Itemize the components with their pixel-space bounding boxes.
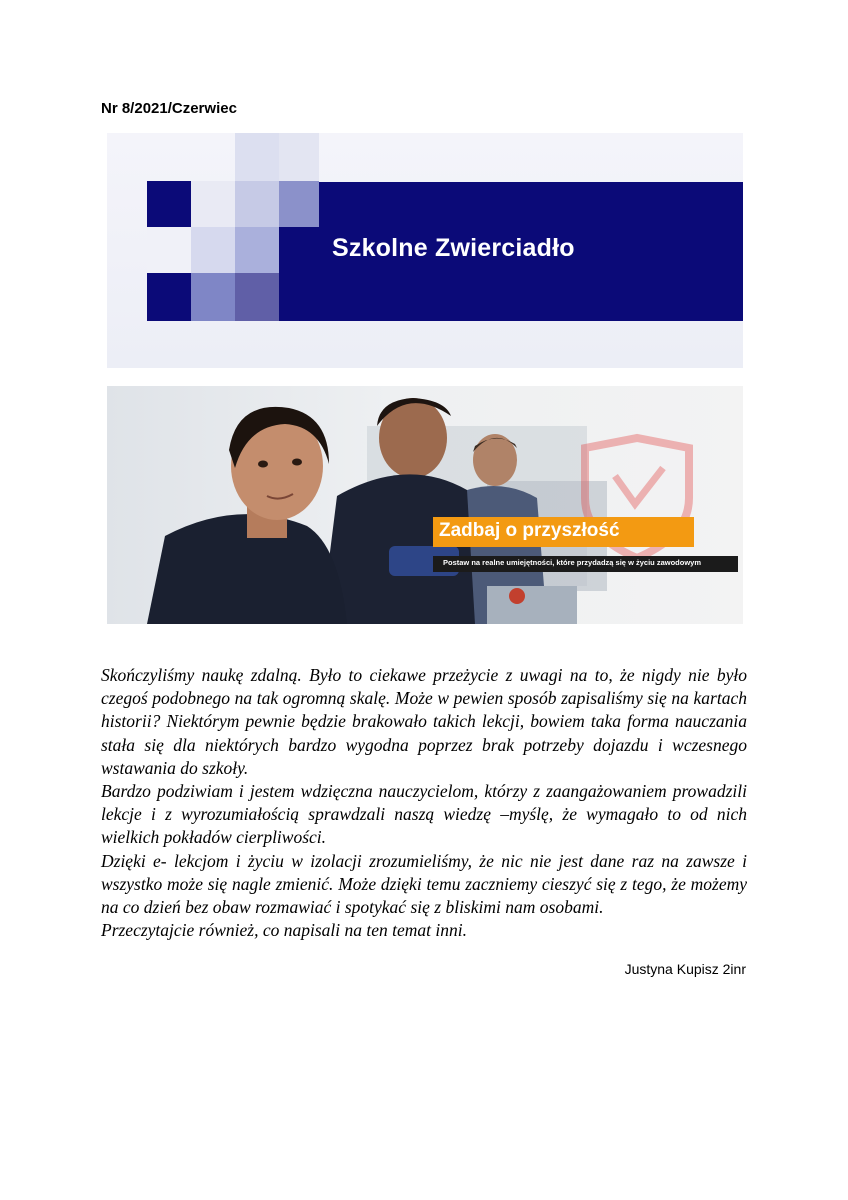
article-body [101,664,747,942]
tile [235,227,279,273]
tile [235,273,279,321]
promo-headline: Zadbaj o przyszłość [439,520,620,541]
article-paragraph: Przeczytajcie również, co napisali na ten temat inni. [101,920,467,941]
tile [279,181,319,227]
photo-banner [107,386,743,624]
promo-subline: Postaw na realne umiejętności, które przydadzą się w życiu zawodowym [443,558,701,567]
workshop-photo [107,386,743,624]
tile [191,227,235,273]
tile [147,227,191,273]
tile [235,133,279,181]
article-paragraph: Bardzo podziwiam i jestem wdzięczna nauczycielom, którzy z zaangażowaniem prowadzili lekcje i z wyrozumiałością sprawdzali naszą wiedzę –myślę, że wymagało to od nich wielkich pokładów cierpliwości. [101,781,747,848]
masthead-title: Szkolne Zwierciadło [332,234,575,262]
tile [191,273,235,321]
tile [279,133,319,181]
tile [147,181,191,227]
masthead-banner [107,133,743,368]
issue-number: Nr 8/2021/Czerwiec [101,100,237,117]
author-signature: Justyna Kupisz 2inr [624,961,746,977]
tile [235,181,279,227]
promo-subline-strip [433,556,738,572]
article-paragraph: Dzięki e- lekcjom i życiu w izolacji zrozumieliśmy, że nic nie jest dane raz na zawsze i wszystko może się nagle zmienić. Może dzięki temu zaczniemy cieszyć się z tego, że możemy na co dzień bez obaw rozmawiać i spotykać się z bliskimi nam osobami. [101,850,747,918]
article-paragraph: Skończyliśmy naukę zdalną. Było to ciekawe przeżycie z uwagi na to, że nigdy nie było czegoś podobnego na tak ogromną skalę. Może w pewien sposób zapisaliśmy się na kartach historii? Niektórym pewnie będzie brakowało takich lekcji, bowiem taka forma nauczania stała się dla niektórych bardzo wygodna poprzez brak potrzeby dojazdu i wczesnego wstawania do szkoły. [101,665,747,778]
tile [191,181,235,227]
promo-headline-box [433,517,694,547]
